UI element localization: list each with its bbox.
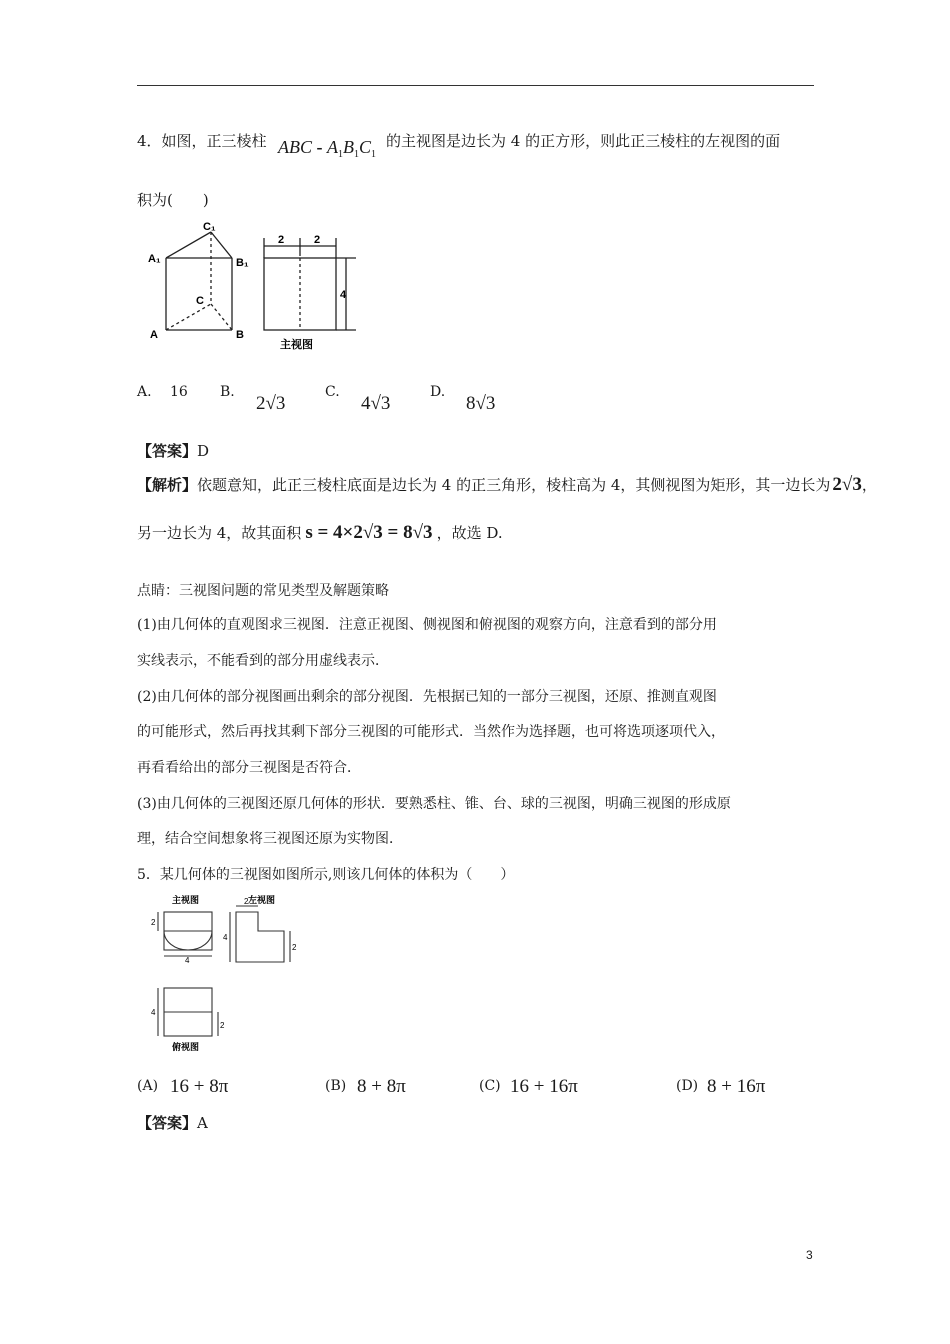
math-c1: C: [359, 137, 372, 157]
side-dim-h: 4: [223, 933, 228, 942]
q4-option-a-letter: A.: [137, 384, 152, 400]
analysis-math2: s = 4×2√3 = 8√3: [305, 522, 433, 543]
q4-stem-prefix: 4．如图，正三棱柱: [137, 132, 267, 150]
front-view-caption: 主视图: [172, 895, 200, 905]
math-sub-b: 1: [354, 149, 359, 160]
q5-figure: [148, 890, 318, 1060]
q4-option-c-value: 4√3: [361, 393, 391, 414]
analysis-math1: 2√3: [832, 474, 862, 495]
label-b1: B₁: [236, 257, 249, 269]
analysis-comma: ，: [861, 476, 877, 494]
dim-height: 4: [340, 289, 347, 301]
side-dim-r: 2: [292, 943, 297, 952]
q4-figure: [140, 218, 370, 353]
answer-tag: 【答案】: [137, 1114, 198, 1132]
tips-p2-line1: (2)由几何体的部分视图画出剩余的部分视图．先根据已知的一部分三视图，还原、推测直观图: [137, 689, 717, 705]
q4-option-d-letter: D.: [430, 384, 446, 400]
q4-prism-name: [278, 137, 376, 160]
q4-answer-line: [137, 440, 209, 461]
page-number: 3: [806, 1248, 813, 1262]
front-dim-h: 2: [151, 918, 156, 927]
q5-option-d-value: 8 + 16π: [707, 1076, 766, 1097]
front-view-caption: 主视图: [280, 339, 313, 351]
math-abc: ABC: [278, 137, 312, 157]
q5-stem: 5．某几何体的三视图如图所示,则该几何体的体积为（ ）: [137, 867, 515, 883]
q4-stem-suffix: 的主视图是边长为 4 的正方形，则此正三棱柱的左视图的面: [386, 132, 781, 150]
tips-p3-line2: 理，结合空间想象将三视图还原为实物图．: [137, 831, 403, 847]
answer-value: A: [197, 1114, 208, 1132]
q5-option-b-value: 8 + 8π: [357, 1076, 406, 1097]
math-a1: A: [327, 137, 338, 157]
side-view-caption: 左视图: [248, 895, 276, 905]
dim-right: 2: [314, 234, 321, 246]
tips-p2-line3: 再看看给出的部分三视图是否符合．: [137, 760, 361, 776]
q4-stem-line2: 积为( ): [137, 191, 209, 209]
analysis-text1: 依题意知，此正三棱柱底面是边长为 4 的正三角形，棱柱高为 4，其侧视图为矩形，其一边长为: [197, 476, 831, 494]
label-a1: A₁: [148, 253, 161, 265]
top-dim-r: 2: [220, 1021, 225, 1030]
q4-stem-line1: [137, 130, 267, 151]
q5-answer-line: [137, 1112, 208, 1133]
math-b1: B: [343, 137, 354, 157]
label-c1: C₁: [203, 221, 216, 233]
q4-option-a-value: 16: [170, 384, 188, 400]
q5-option-d-letter: (D): [676, 1078, 699, 1094]
answer-value: D: [197, 442, 210, 460]
analysis-tag: 【解析】: [137, 476, 198, 494]
q5-option-a-value: 16 + 8π: [170, 1076, 229, 1097]
tips-p1-line2: 实线表示，不能看到的部分用虚线表示．: [137, 653, 389, 669]
q5-option-a-letter: (A): [137, 1078, 159, 1094]
q4-analysis-line1: [137, 474, 877, 496]
q4-option-d-value: 8√3: [466, 393, 496, 414]
top-view-caption: 俯视图: [172, 1042, 200, 1052]
dim-left: 2: [278, 234, 285, 246]
math-dash: -: [312, 137, 327, 157]
tips-p2-line2: 的可能形式，然后再找其剩下部分三视图的可能形式．当然作为选择题，也可将选项逐项代入，: [137, 724, 725, 740]
q5-option-c-letter: (C): [479, 1078, 501, 1094]
side-dim-top: 2: [244, 897, 249, 906]
analysis-end: ，故选 D.: [436, 524, 503, 542]
label-a: A: [150, 329, 158, 341]
top-dim-h: 4: [151, 1008, 156, 1017]
q4-option-b-letter: B.: [220, 384, 235, 400]
front-dim-w: 4: [185, 956, 190, 965]
label-b: B: [236, 329, 244, 341]
prism-edge: [166, 232, 211, 258]
tips-title: 点睛：三视图问题的常见类型及解题策略: [137, 583, 389, 599]
q5-option-c-value: 16 + 16π: [510, 1076, 578, 1097]
header-rule: [137, 85, 814, 86]
answer-tag: 【答案】: [137, 442, 198, 460]
q5-option-b-letter: (B): [325, 1078, 347, 1094]
analysis-text2: 另一边长为 4，故其面积: [137, 524, 302, 542]
tips-p3-line1: (3)由几何体的三视图还原几何体的形状．要熟悉柱、锥、台、球的三视图，明确三视图的形成原: [137, 796, 731, 812]
q4-option-c-letter: C.: [325, 384, 340, 400]
q4-analysis-line2: [137, 522, 503, 544]
q4-option-b-value: 2√3: [256, 393, 286, 414]
math-sub-c: 1: [371, 149, 377, 160]
tips-p1-line1: (1)由几何体的直观图求三视图．注意正视图、侧视图和俯视图的观察方向，注意看到的部分用: [137, 617, 717, 633]
label-c: C: [196, 295, 204, 307]
math-sub-a: 1: [338, 149, 343, 160]
